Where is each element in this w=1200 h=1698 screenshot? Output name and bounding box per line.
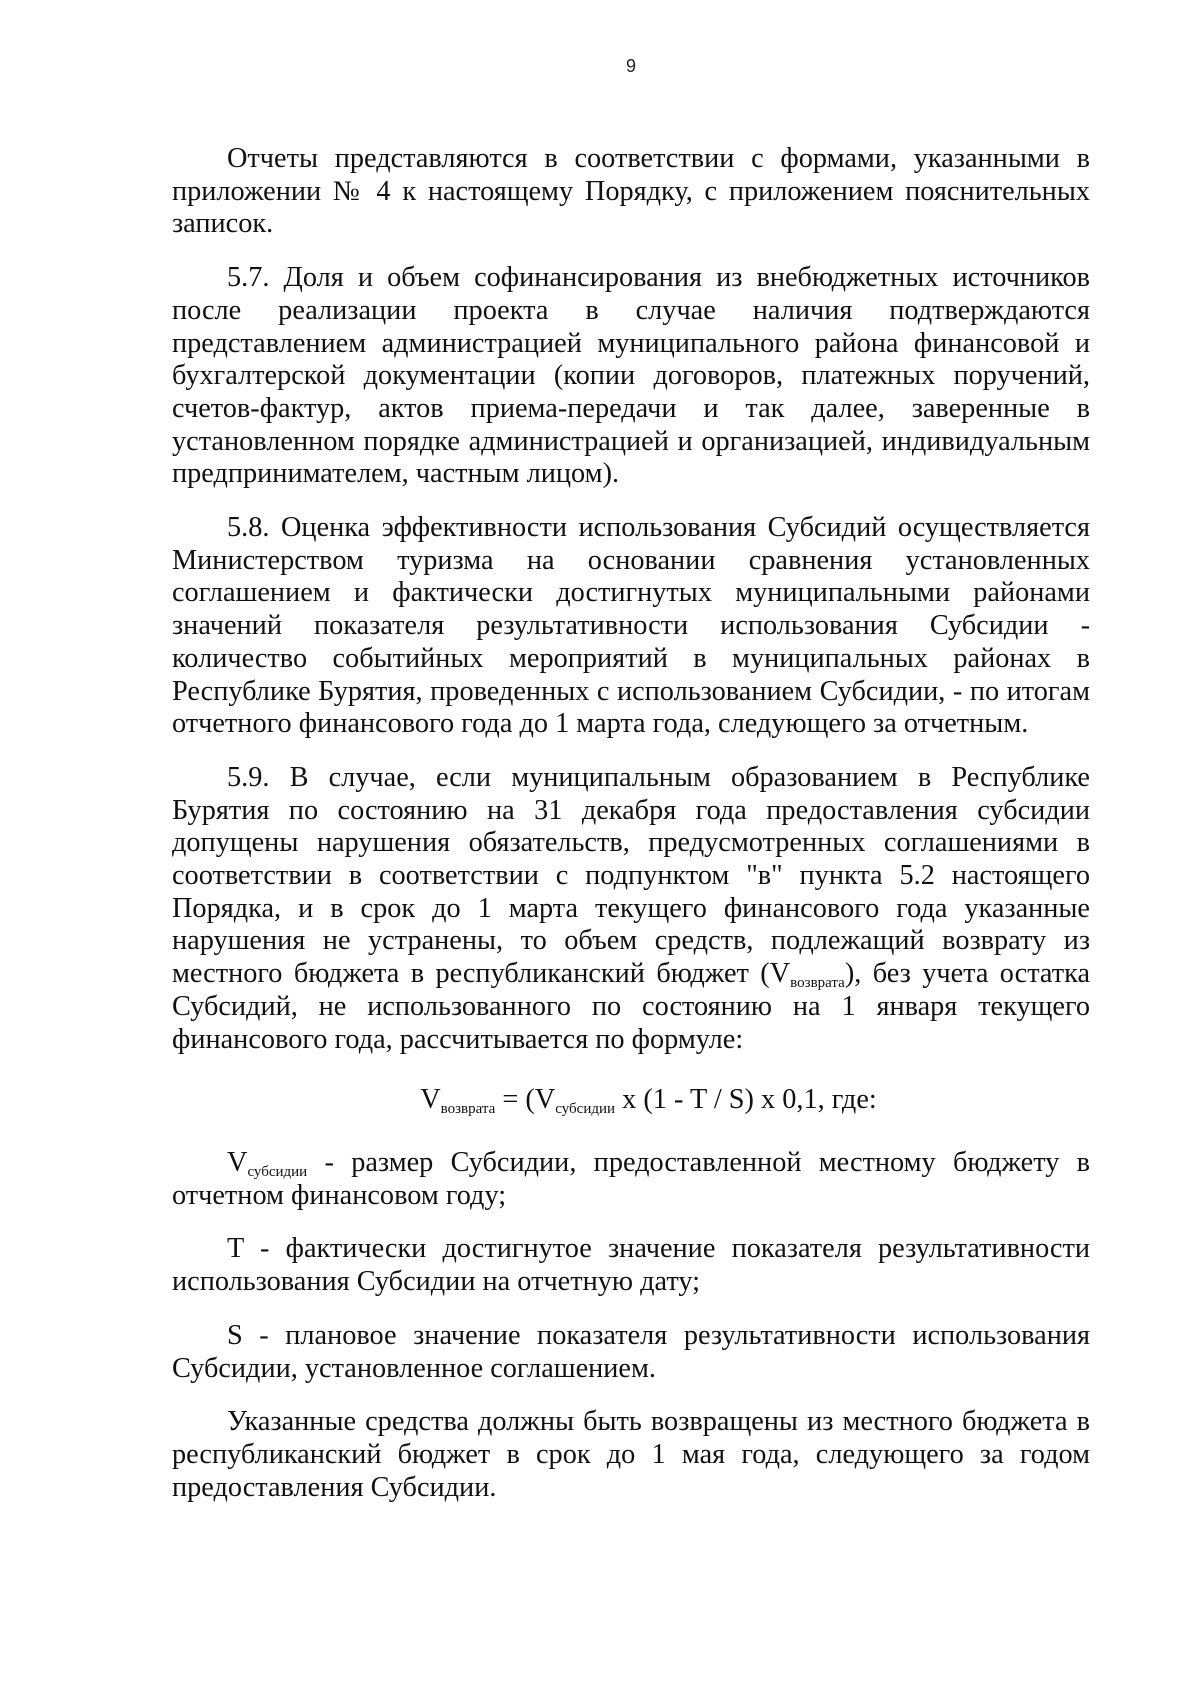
formula-lhs-sub: возврата <box>440 1101 496 1118</box>
formula-mid-text: = (V <box>495 1084 556 1116</box>
paragraph-5-9 <box>172 762 1090 1056</box>
formula-lhs-var: V <box>420 1084 441 1116</box>
definition-v-subsidii <box>172 1147 1090 1212</box>
paragraph-5-8: 5.8. Оценка эффективности использования Субсидий осуществляется Министерством туризма на основании сравнения установленных соглашением и фактически достигнутых муниципальными районами значений показателя результативности использования Субсидии - количество событийных мероприятий в муниципальных районах в Республике Бурятия, проведенных с использованием Субсидии, - по итогам отчетного финансового года до 1 марта года, следующего за отчетным. <box>172 512 1090 740</box>
paragraph-return-funds: Указанные средства должны быть возвращены из местного бюджета в республиканский бюджет в срок до 1 мая года, следующего за годом предоставления Субсидии. <box>172 1406 1090 1503</box>
paragraph-5-9-text-start: 5.9. В случае, если муниципальным образованием в Республике Бурятия по состоянию на 31 декабря года предоставления субсидии допущены нарушения обязательств, предусмотренных соглашениями в соответствии в соответствии с подпунктом "в" пункта 5.2 настоящего Порядка, и в срок до 1 марта текущего финансового года указанные нарушения не устранены, то объем средств, подлежащий возврату из местного бюджета в республиканский бюджет (V <box>172 761 1090 990</box>
definition-s: S - плановое значение показателя результативности использования Субсидии, установленное соглашением. <box>172 1319 1090 1384</box>
formula-rhs-text: x (1 - T / S) x 0,1, где: <box>615 1084 877 1116</box>
document-body <box>172 143 1090 1525</box>
paragraph-5-7: 5.7. Доля и объем софинансирования из внебюджетных источников после реализации проекта в случае наличия подтверждаются представлением администрацией муниципального района финансовой и бухгалтерской документации (копии договоров, платежных поручений, счетов-фактур, актов приема-передачи и так далее, заверенные в установленном порядке администрацией и организацией, индивидуальным предпринимателем, частным лицом). <box>172 262 1090 490</box>
formula <box>172 1084 1090 1117</box>
page-number: 9 <box>625 56 636 76</box>
definition-v-text: - размер Субсидии, предоставленной местному бюджету в отчетном финансовом году; <box>172 1146 1090 1211</box>
paragraph-reports: Отчеты представляются в соответствии с формами, указанными в приложении № 4 к настоящему Порядку, с приложением пояснительных записок. <box>172 143 1090 240</box>
definition-t: T - фактически достигнутое значение показателя результативности использования Субсидии на отчетную дату; <box>172 1233 1090 1298</box>
paragraph-5-9-text-end: ), без учета остатка Субсидий, не использованного по состоянию на 1 января текущего финансового года, рассчитывается по формуле: <box>172 958 1090 1055</box>
definition-v-var: V <box>227 1146 248 1178</box>
formula-mid-sub: субсидии <box>555 1101 616 1118</box>
definition-v-sub: субсидии <box>247 1163 308 1180</box>
subscript-vozvrata: возврата <box>790 975 845 992</box>
